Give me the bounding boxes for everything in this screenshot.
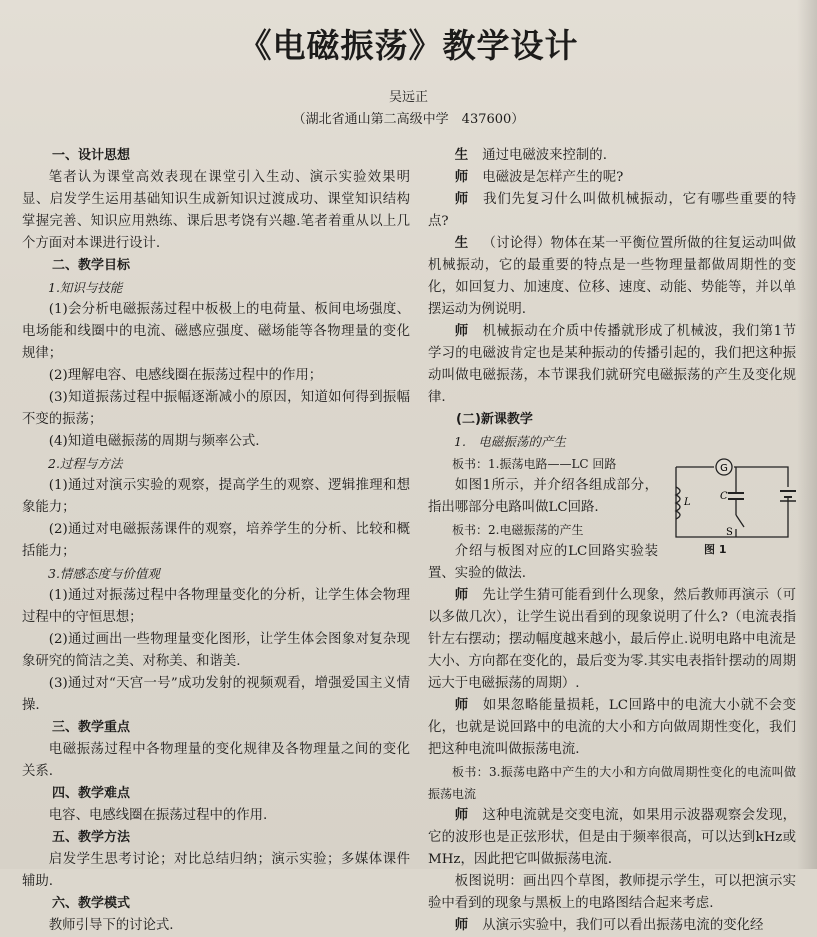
paragraph: 介绍与板图对应的LC回路实验装置、实验的做法. — [428, 544, 658, 581]
speaker-teacher: 师 — [454, 192, 470, 207]
dialogue-line: 生 （讨论得）物体在某一平衡位置所做的往复运动叫做机械振动，它的最重要的特点是一些物理量都做周期性的变化，如回复力、加速度、位移、速度、动能、势能等，并以单摆运动为例说明. — [428, 236, 797, 317]
paragraph: 电容、电感线圈在振荡过程中的作用. — [48, 808, 268, 823]
dialogue-line: 师 电磁波是怎样产生的呢? — [454, 170, 624, 185]
section-heading: 六、教学模式 — [52, 896, 131, 911]
speaker-student: 生 — [454, 236, 469, 251]
section-heading: (二)新课教学 — [456, 412, 533, 427]
dialogue-line: 师 先让学生猜可能看到什么现象，然后教师再演示（可以多做几次），让学生说出看到的现象说明了什么?（电流表指针左右摆动；摆动幅度越来越小，最后停止.说明电路中电流是大小、方向都在变化的，最后变为零.其实电表指针摆动的周期远大于电磁振荡的周期）. — [428, 588, 797, 691]
lc-circuit-diagram — [666, 453, 798, 561]
list-item: (1)会分析电磁振荡过程中板极上的电荷量、板间电场强度、电场能和线圈中的电流、磁感应强度、磁场能等各物理量的变化规律； — [22, 302, 410, 361]
list-item: (2)通过画出一些物理量变化图形，让学生体会图象对复杂现象研究的简洁之美、对称美、和谐美. — [22, 632, 410, 669]
dialogue-line: 生 通过电磁波来控制的. — [454, 148, 607, 163]
paragraph: 启发学生思考讨论；对比总结归纳；演示实验；多媒体课件辅助. — [22, 852, 410, 889]
page-edge-shadow — [797, 0, 817, 869]
paragraph: 电磁振荡过程中各物理量的变化规律及各物理量之间的变化关系. — [22, 742, 410, 779]
section-heading: 四、教学难点 — [52, 786, 131, 801]
speaker-teacher: 师 — [454, 324, 469, 339]
author-name: 吴远正 — [388, 90, 428, 105]
subsection-heading: 1. 电磁振荡的产生 — [454, 434, 566, 449]
speaker-teacher: 师 — [454, 588, 469, 603]
speaker-teacher: 师 — [454, 808, 469, 823]
list-item: (2)理解电容、电感线圈在振荡过程中的作用； — [48, 368, 323, 383]
list-item: (2)通过对电磁振荡课件的观察，培养学生的分析、比较和概括能力； — [22, 522, 410, 559]
speaker-teacher: 师 — [454, 918, 469, 933]
paragraph: 如图1所示，并介绍各组成部分，指出哪部分电路叫做LC回路. — [428, 478, 658, 515]
section-heading: 三、教学重点 — [52, 720, 131, 735]
author-affiliation: （湖北省通山第二高级中学 437600） — [292, 112, 525, 127]
speaker-teacher: 师 — [454, 170, 469, 185]
board-note: 板书：2.电磁振荡的产生 — [452, 523, 584, 537]
subsection-heading: 1.知识与技能 — [48, 280, 123, 295]
figure-caption: 图 1 — [704, 543, 727, 556]
subsection-heading: 3.情感态度与价值观 — [48, 566, 160, 581]
list-item: (4)知道电磁振荡的周期与频率公式. — [48, 434, 260, 449]
inductor-label: L — [684, 497, 691, 508]
dialogue-line: 师 这种电流就是交变电流，如果用示波器观察会发现，它的波形也是正弦形状，但是由于频率很高，可以达到kHz或MHz，因此把它叫做振荡电流. — [428, 808, 797, 867]
left-column — [22, 145, 410, 937]
speaker-student: 生 — [454, 148, 469, 163]
list-item: (3)知道振荡过程中振幅逐渐减小的原因，知道如何得到振幅不变的振荡； — [22, 390, 410, 427]
galvanometer-label: G — [720, 463, 728, 474]
list-item: (1)通过对演示实验的观察，提高学生的观察、逻辑推理和想象能力； — [22, 478, 410, 515]
switch-label: S — [726, 527, 733, 538]
dialogue-line: 师 我们先复习什么叫做机械振动，它有哪些重要的特点? — [428, 192, 796, 229]
paragraph: 板图说明：画出四个草图，教师提示学生，可以把演示实验中看到的现象与黑板上的电路图结合起来考虑. — [428, 874, 796, 911]
subsection-heading: 2.过程与方法 — [48, 456, 123, 471]
list-item: (1)通过对振荡过程中各物理量变化的分析，让学生体会物理过程中的守恒思想； — [22, 588, 410, 625]
speaker-teacher: 师 — [454, 698, 469, 713]
dialogue-line: 师 从演示实验中，我们可以看出振荡电流的变化经 — [454, 918, 764, 933]
section-heading: 五、教学方法 — [52, 830, 131, 845]
paragraph: 教师引导下的讨论式. — [48, 918, 174, 933]
dialogue-line: 师 机械振动在介质中传播就形成了机械波，我们第1节学习的电磁波肯定也是某种振动的传播引起的，我们把这种振动叫做电磁振荡，本节课我们就研究电磁振荡的产生及变化规律. — [428, 324, 796, 405]
dialogue-line: 师 如果忽略能量损耗，LC回路中的电流大小就不会变化，也就是说回路中的电流的大小和方向做周期性变化，我们把这种电流叫做振荡电流. — [428, 698, 797, 757]
paragraph: 笔者认为课堂高效表现在课堂引入生动、演示实验效果明显、启发学生运用基础知识生成新知识过渡成功、课堂知识结构掌握完善、知识应用熟练、课后思考饶有兴趣.笔者着重从以上几个方面对本课进行设计. — [22, 170, 410, 251]
board-note: 板书：1.振荡电路——LC 回路 — [452, 457, 617, 471]
section-heading: 一、设计思想 — [52, 148, 131, 163]
right-column — [428, 145, 796, 937]
board-note: 板书：3.振荡电路中产生的大小和方向做周期性变化的电流叫做振荡电流 — [428, 765, 796, 801]
article-title: 《电磁振荡》教学设计 — [238, 26, 579, 65]
capacitor-label: C — [720, 491, 728, 502]
figure-block — [428, 453, 796, 585]
section-heading: 二、教学目标 — [52, 258, 131, 273]
list-item: (3)通过对“天宫一号”成功发射的视频观看，增强爱国主义情操. — [22, 676, 410, 713]
